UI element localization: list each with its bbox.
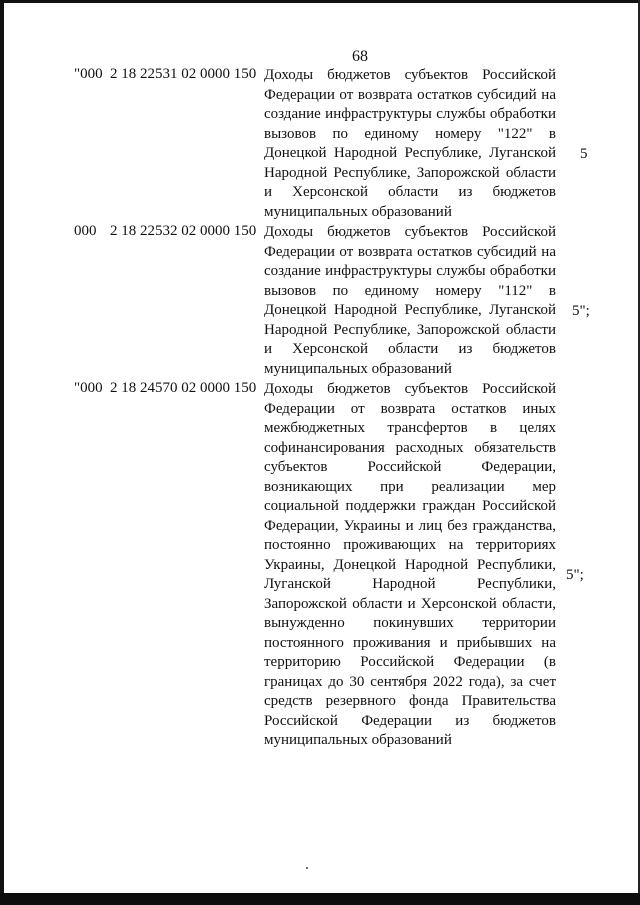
scan-speck: [306, 867, 308, 869]
share-value: 5";: [572, 303, 590, 319]
scan-border-left: [0, 0, 4, 905]
income-code: 2 18 22532 02 0000 150: [110, 223, 257, 239]
scan-border-bottom: [0, 893, 640, 905]
share-value: 5";: [566, 567, 584, 583]
admin-code: 000: [74, 223, 97, 239]
share-value: 5: [580, 146, 588, 162]
income-description: Доходы бюджетов субъектов Российской Федерации от возврата остатков субсидий на создание инфраструктуры службы обработки вызовов по единому номеру "122" в Донецкой Народной Республике, Луганской Народной Республике, Запорожской области и Херсонской области из бюджетов муниципальных образований: [264, 67, 556, 220]
admin-code: "000: [74, 66, 103, 82]
income-code: 2 18 22531 02 0000 150: [110, 66, 257, 82]
income-description: Доходы бюджетов субъектов Российской Федерации от возврата остатков субсидий на создание инфраструктуры службы обработки вызовов по единому номеру "112" в Донецкой Народной Республике, Луганской Народной Республике, Запорожской области и Херсонской области из бюджетов муниципальных образований: [264, 224, 556, 377]
scan-border-top: [0, 0, 640, 3]
page-number: 68: [352, 48, 368, 65]
admin-code: "000: [74, 380, 103, 396]
income-code: 2 18 24570 02 0000 150: [110, 380, 257, 396]
income-description: Доходы бюджетов субъектов Российской Федерации от возврата остатков иных межбюджетных трансфертов в целях софинансирования расходных обязательств субъектов Российской Федерации, возникающих при реализации мер социальной поддержки граждан Российской Федерации, Украины и лиц без гражданства, постоянно проживающих на территориях Украины, Донецкой Народной Республики, Луганской Народной Республики, Запорожской области и Херсонской области, вынужденно покинувших территории постоянного проживания и прибывших на территорию Российской Федерации (в границах до 30 сентября 2022 года), за счет средств резервного фонда Правительства Российской Федерации из бюджетов муниципальных образований: [264, 381, 556, 748]
